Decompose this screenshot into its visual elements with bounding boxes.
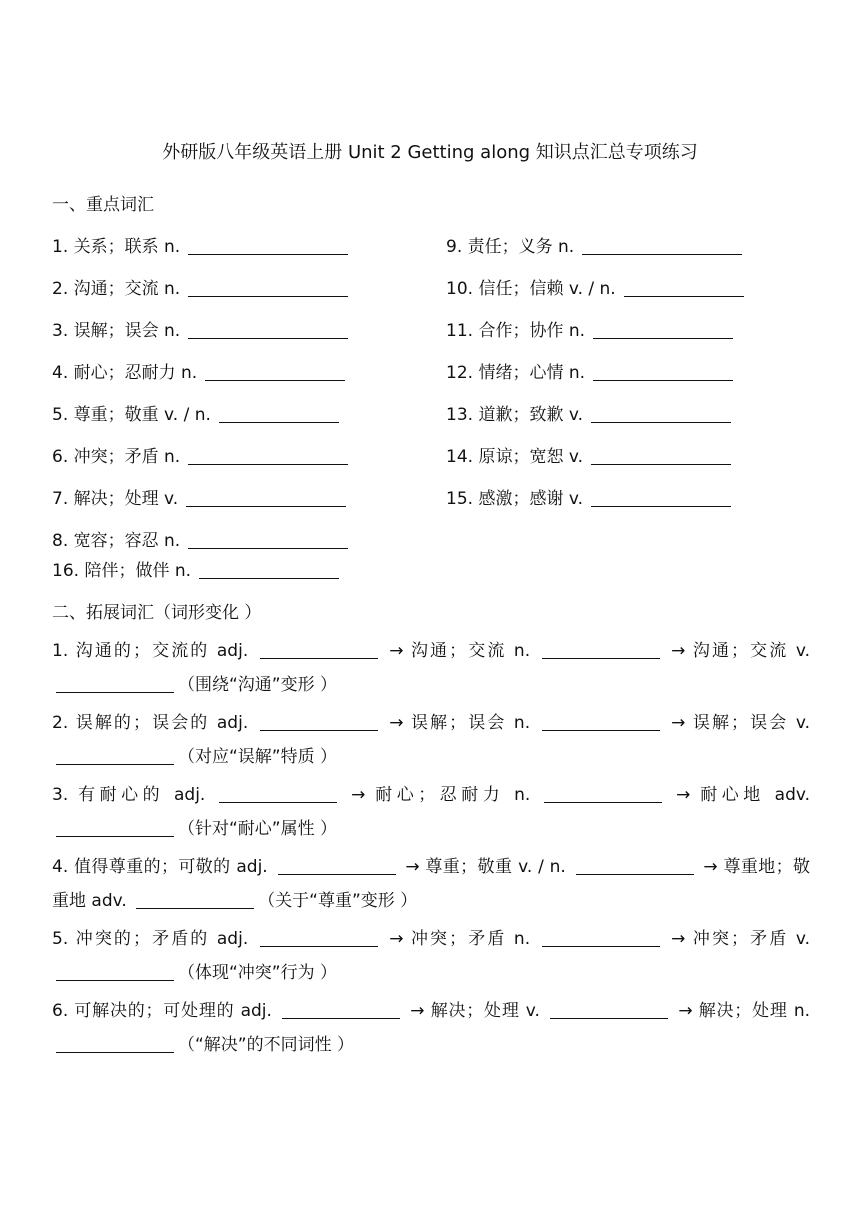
answer-blank[interactable] — [56, 818, 174, 837]
vocab-row — [52, 358, 812, 382]
answer-blank[interactable] — [260, 928, 378, 947]
answer-blank[interactable] — [542, 928, 660, 947]
answer-blank[interactable] — [199, 560, 339, 579]
answer-blank[interactable] — [56, 962, 174, 981]
vocab-row — [52, 274, 812, 298]
vocab-row — [52, 442, 812, 466]
vocab-item: 13. 道歉；致歉 v. — [446, 400, 731, 425]
vocab-item: 4. 耐心；忍耐力 n. — [52, 358, 345, 383]
vocab-item: 3. 误解；误会 n. — [52, 316, 348, 341]
answer-blank[interactable] — [591, 446, 731, 465]
answer-blank[interactable] — [188, 236, 348, 255]
vocab-item: 1. 关系；联系 n. — [52, 232, 348, 257]
answer-blank[interactable] — [219, 784, 337, 803]
vocab-item: 15. 感激；感谢 v. — [446, 484, 731, 509]
word-form-item: 3. 有耐心的 adj. → 耐心；忍耐力 n. → 耐心地 adv. （针对“耐心”属性 ） — [52, 785, 811, 839]
vocab-row — [52, 526, 812, 550]
vocab-item: 9. 责任；义务 n. — [446, 232, 742, 257]
answer-blank[interactable] — [136, 890, 254, 909]
vocab-row — [52, 316, 812, 340]
vocab-row — [52, 484, 812, 508]
word-form-item: 6. 可解决的；可处理的 adj. → 解决；处理 v. → 解决；处理 n. （“解决”的不同词性 ） — [52, 1001, 811, 1055]
answer-blank[interactable] — [542, 640, 660, 659]
answer-blank[interactable] — [593, 362, 733, 381]
answer-blank[interactable] — [56, 674, 174, 693]
answer-blank[interactable] — [260, 640, 378, 659]
answer-blank[interactable] — [591, 488, 731, 507]
answer-blank[interactable] — [582, 236, 742, 255]
answer-blank[interactable] — [56, 1034, 174, 1053]
vocab-item: 12. 情绪；心情 n. — [446, 358, 733, 383]
vocab-row — [52, 400, 812, 424]
vocab-item: 10. 信任；信赖 v. / n. — [446, 274, 744, 299]
answer-blank[interactable] — [260, 712, 378, 731]
word-form-item: 5. 冲突的；矛盾的 adj. → 冲突；矛盾 n. → 冲突；矛盾 v. （体现“冲突”行为 ） — [52, 929, 810, 983]
answer-blank[interactable] — [278, 856, 396, 875]
answer-blank[interactable] — [186, 488, 346, 507]
answer-blank[interactable] — [542, 712, 660, 731]
word-form-item: 4. 值得尊重的；可敬的 adj. → 尊重；敬重 v. / n. → 尊重地；敬重地 adv. （关于“尊重”变形 ） — [52, 857, 811, 911]
answer-blank[interactable] — [56, 746, 174, 765]
answer-blank[interactable] — [188, 530, 348, 549]
vocab-item: 11. 合作；协作 n. — [446, 316, 733, 341]
answer-blank[interactable] — [205, 362, 345, 381]
answer-blank[interactable] — [219, 404, 339, 423]
vocab-item: 2. 沟通；交流 n. — [52, 274, 348, 299]
answer-blank[interactable] — [544, 784, 662, 803]
vocab-item: 6. 冲突；矛盾 n. — [52, 442, 348, 467]
vocab-item: 16. 陪伴；做伴 n. — [52, 556, 339, 581]
answer-blank[interactable] — [593, 320, 733, 339]
answer-blank[interactable] — [550, 1000, 668, 1019]
page-title: 外研版八年级英语上册 Unit 2 Getting along 知识点汇总专项练习 — [162, 142, 698, 163]
answer-blank[interactable] — [282, 1000, 400, 1019]
vocab-item: 8. 宽容；容忍 n. — [52, 526, 348, 551]
vocab-item: 14. 原谅；宽恕 v. — [446, 442, 731, 467]
vocab-item: 7. 解决；处理 v. — [52, 484, 346, 509]
word-form-item: 1. 沟通的；交流的 adj. → 沟通；交流 n. → 沟通；交流 v. （围绕“沟通”变形 ） — [52, 641, 810, 695]
vocab-item: 5. 尊重；敬重 v. / n. — [52, 400, 339, 425]
answer-blank[interactable] — [591, 404, 731, 423]
section-heading-word-forms: 二、拓展词汇（词形变化 ） — [52, 603, 262, 623]
answer-blank[interactable] — [188, 446, 348, 465]
section-heading-key-vocabulary: 一、重点词汇 — [52, 195, 154, 215]
vocab-row — [52, 556, 812, 580]
answer-blank[interactable] — [624, 278, 744, 297]
answer-blank[interactable] — [188, 320, 348, 339]
answer-blank[interactable] — [188, 278, 348, 297]
answer-blank[interactable] — [576, 856, 694, 875]
word-form-item: 2. 误解的；误会的 adj. → 误解；误会 n. → 误解；误会 v. （对应“误解”特质 ） — [52, 713, 810, 767]
vocab-row — [52, 232, 812, 256]
